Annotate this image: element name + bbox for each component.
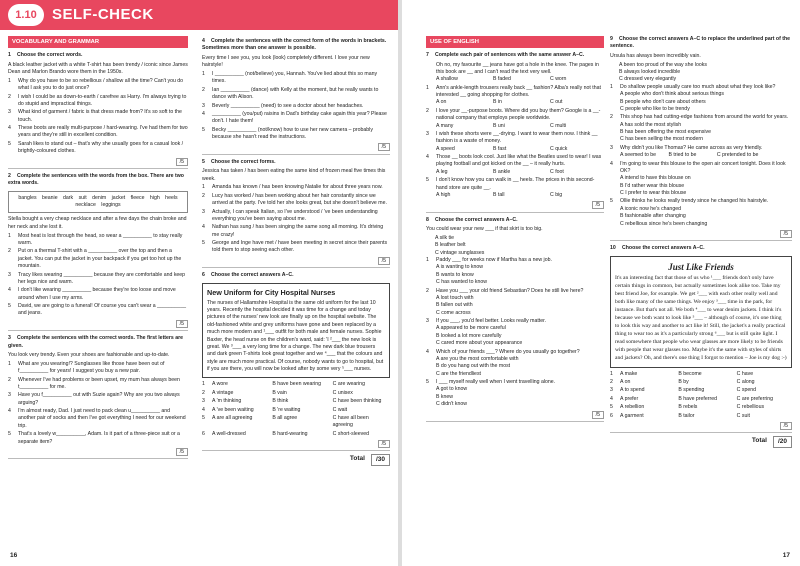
example-sentence: You could wear your new ___ if that skirt is too big. [426, 226, 543, 233]
right-page [402, 0, 800, 566]
list-item: 5 David, we are going to a funeral! Of course you can't wear a __________ and jeans. [8, 303, 186, 317]
list-item: 5 I ___ myself really well when I went travelling alone. A got to know B knew C didn't know [426, 379, 556, 408]
list-item: 4 I'm almost ready, Dad. I just need to pack clean u__________ and another pair of socks and then I've got everything I need for our weekend trip. [8, 408, 186, 429]
page-number: 17 [782, 551, 790, 559]
list-item: 3 Beverly __________ (need) to see a doctor about her headaches. [202, 102, 364, 109]
list-item: 2 Ian __________ (dance) with Kelly at the moment, but he really wants to dance with Alison. [202, 86, 379, 101]
page-number: 16 [10, 551, 18, 559]
exercise-1 [8, 52, 188, 169]
score-box: /5 [8, 159, 188, 169]
left-column-2 [202, 34, 390, 534]
list-item: 2 I wish I could be as down-to-earth / carefree as Harry. I'm always trying to do stupid and impractical things. [8, 93, 187, 107]
list-item: 4 Those __ boots look cool. Just like what the Beatles used to wear! I was playing football and got kicked on the __ – it really hurts. A leg B ankle C foot [426, 154, 602, 175]
option-row: 5 A are all agreeing B all agree C have all been agreeing [202, 414, 369, 429]
list-item: 1 Amanda has known / has been knowing Natalie for about three years now. [202, 184, 383, 191]
list-item: 1 Do shallow people usually care too much about what they look like? A people who don't think about serious things B people who don't care about others C people who like to be trendy [610, 83, 776, 112]
exercise-2: 2 Complete the sentences with the words from the box. There are two extra words. bangles beanie dark suit denim jacket fleece high heels necklace leggings Stella bought a very cheap necklace and after a few days the chain broke and her neck and she lost it. 1 Most heat is lost through the head, so wear a __________ to stay really warm. 2 Put on a thermal T-shirt with a __________ over the top and then a jacket. You can put the jacket in your backpack if you get too hot up the mountain. 3 Tracy likes wearing __________ because they are comfortable and keep her legs nice and warm. 4 I don't like wearing __________ because they're too loose and move around when I use my arms. 5 David, we are going to a funeral! Of course you can't wear a __________ and jeans. /5 [8, 173, 188, 331]
option-row: 1 A make B become C have [610, 370, 754, 377]
exercise-7: 7 Complete each pair of sentences with the same answer A–C. Oh no, my favourite __ jeans have got a hole in the knee. The pages in this book are __ and I can't read the text very well. A shallow B faded C worn 1 Ann's ankle-length trousers really back __ fashion? Alba's really not that interested __ going shopping for clothes. A on B in C out 2 I love your __-purpose boots. Where did you buy them? Google is a __-national company that employs people worldwide. A many B uni C multi 3 I wish these shorts were __-drying. I want to wear them now. I think __ fashion is a waste of money. A speed B fast C quick 4 Those __ boots look cool. Just like what the Beatles used to wear! I was playing football and got kicked on the __ – it really hurts. A leg B ankle C foot 5 I don't know how you can walk in __ heels. The prices in this second-hand store are quite __. A high B tall C big /5 [426, 52, 604, 213]
list-item: 3 Why didn't you like Thomas? He came across as very friendly. A seemed to be B tried to be C pretended to be [610, 144, 763, 159]
example-sentence: Every time I see you, you look (look) completely different. I love your new hairstyle! [202, 54, 370, 69]
list-item: 1 Paddy ___ for weeks now if Martha has a new job. A is wanting to know B wants to know C has wanted to know [426, 257, 552, 286]
score-box: /5 [426, 202, 604, 212]
list-item: 4 Which of your friends ___? Where do you usually go together? A are you the most comfortable with B do you hang out with the most C are the friendliest [426, 348, 580, 377]
list-item: 4 __________ (you/put) raisins in Dad's birthday cake again this year? Please don't. I hate them! [202, 110, 387, 125]
list-item: Oh no, my favourite __ jeans have got a hole in the knee. The pages in this book are __ and I can't read the text very well. A shallow B faded C worn [436, 61, 599, 83]
option-row: 3 A 'm thinking B think C have been thinking [202, 398, 382, 405]
option-row: 6 A well-dressed B hard-wearing C short-sleeved [202, 430, 369, 437]
list-item: 1 What are you wearing!? Sunglasses like those have been out of f__________ for years! I suggest you buy a new pair. [8, 360, 165, 375]
list-item: 5 That's a lovely w__________, Adam. Is it part of a three-piece suit or a separate item? [8, 431, 180, 445]
exercise-3: 3 Complete the sentences with the correct words. The first letters are given. You look very trendy. Even your shoes are fashionable and up-to-date. 1 What are you wearing!? Sunglasses like those have been out of f__________ for years! I suggest you buy a new pair. 2 Whenever I've had problems or been upset, my mum has always been t__________ for me. 3 Have you f__________ out with Suzie again? Why are you two always arguing? 4 I'm almost ready, Dad. I just need to pack clean u__________ and another pair of socks and then I've got everything I need for our weekend trip. 5 That's a lovely w__________, Adam. Is it part of a three-piece suit or a separate item? /5 [8, 335, 188, 459]
list-item: 4 I'm going to wear this blouse to the open air concert tonight. Does it look OK? A intend to have this blouse on B I'd rather wear this blouse C I prefer to wear this blouse [610, 160, 786, 196]
article-text: The nurses of Hallamshire Hospital is the same old uniform for the last 10 years. Recently the hospital decided it was time for a change and today pictures of the nurses' new look are finally up on the hospital website. The old-fashioned white and grey uniforms have gone and been replaced by a much more modern and ¹___ outfit for both male and female nurses. Sophie Baxter, the head nurse on the children's ward, said: 'I ²___ the new look is great. We ³___ a very long time for a change. The new dark blue trousers and dark green T-shirts look great together and we ⁴___ that the colours and style are much more practical. Of course, nobody wants to go to hospital, but if you are there, you will now be looked after by some very ⁵___ nurses. [207, 299, 384, 373]
example-sentence: Stella bought a very cheap necklace and after a few days the chain broke and her neck and she lost it. [8, 216, 187, 230]
list-item: 1 Ann's ankle-length trousers really back __ fashion? Alba's really not that interested __ going shopping for clothes. A on B in C out [426, 84, 601, 106]
list-item: 3 I wish these shorts were __-drying. I want to wear them now. I think __ fashion is a waste of money. A speed B fast C quick [426, 130, 598, 152]
option-row: 3 A to spend B spending C spend [610, 387, 756, 394]
article-title: Just Like Friends [668, 261, 734, 272]
list-item: 3 Have you f__________ out with Suzie again? Why are you two always arguing? [8, 392, 180, 406]
list-item: 2 Put on a thermal T-shirt with a __________ over the top and then a jacket. You can put the jacket in your backpack if you get too hot up the mountain. [8, 248, 182, 270]
exercise-title: Choose the correct words. [17, 52, 83, 59]
example-options: A been too proud of the way she looks B always looked incredible C dressed very elegantly [619, 61, 707, 83]
exercise-5: 5 Choose the correct forms. Jessica has taken / has been eating the same kind of frozen meal five times this week. 1 Amanda has known / has been knowing Natalie for about three years now. 2 Lucy has worked / has been working about her hair constantly since we arrived at the party. I've told her she looks great, but she doesn't believe me. 3 Actually, I can speak Italian, so I've understood / 've been understanding everything you've been saying about me. 4 Nathan has sung / has been singing the same song all morning. It's driving me crazy! 5 George and Inge have met / have been meeting in secret since their parents told them to stop seeing each other. /5 [202, 159, 390, 268]
list-item: 5 Ollie thinks he looks really trendy since he changed his hairstyle. A iconic now he's changed B fashionable after changing C rebellious since he's been changing [610, 198, 769, 227]
list-item: 2 Lucy has worked / has been working about her hair constantly since we arrived at the party. I've told her she looks great, but she doesn't believe me. [202, 192, 387, 207]
list-item: 1 Why do you have to be so rebellious / shallow all the time? Can't you do what I ask you to do just once? [8, 77, 184, 92]
list-item: 2 Have you ___ your old friend Sebastian? Does he still live here? A lost touch with B fallen out with C come across [426, 287, 584, 316]
article-text: It's an interesting fact that those of us who ¹___ friends don't only have certain things in common, but actually sometimes look alike too. Take my best friend Joe, for example. We get ²___ with each other really well and both like many of the same things. We enjoy ³___ time in the park, for instance. But that's not all. We both ⁴___ to wear denim jackets. I think it's because we both want to look like ⁵___ – although of course, it's one thing to look this way and another to act like it! Still, the jacket's a really practical thing to wear too as it's a particularly strong ⁶___ but is still quite light. I read somewhere that people who wear glasses are more likely to be friends with people that wear glasses too. Maybe it's the same with styles of shirts and jackets? Oh, and there's one thing I forgot to mention – Joe is my dog :-) [615, 275, 787, 361]
example-sentence: A black leather jacket with a white T-shirt has been trendy / iconic since James Dean and Marlon Brando wore them in the 1950s. [8, 61, 188, 75]
option-row: 4 A 've been waiting B 're waiting C wait [202, 406, 348, 413]
exercise-4: 4 Complete the sentences with the correct form of the words in brackets. Sometimes more than one answer is possible. Every time I see you, you look (look) completely different. I love your new hairstyle! 1 I __________ (not/believe) you, Hannah. You've lied about this so many times. 2 Ian __________ (dance) with Kelly at the moment, but he really wants to dance with Alison. 3 Beverly __________ (need) to see a doctor about her headaches. 4 __________ (you/put) raisins in Dad's birthday cake again this year? Please don't. I hate them! 5 Becky __________ (not/know) how to use her new camera – probably because she hasn't read the instructions. /5 [202, 38, 390, 155]
right-column-1 [426, 36, 604, 536]
list-item: 5 Sarah likes to stand out – that's why she usually goes for a casual look / brightly-coloured clothes. [8, 140, 184, 155]
example-sentence: Jessica has taken / has been eating the same kind of frozen meal five times this week. [202, 168, 386, 182]
example-sentence: You look very trendy. Even your shoes are fashionable and up-to-date. [8, 351, 170, 358]
option-row: 6 A garment B tailor C suit [610, 412, 750, 419]
score-box: /5 [8, 449, 188, 459]
left-page [0, 0, 398, 566]
list-item: 2 Whenever I've had problems or been upset, my mum has always been t__________ for me. [8, 376, 180, 390]
list-item: 3 Tracy likes wearing __________ because they are comfortable and keep her legs nice and warm. [8, 271, 186, 285]
score-box: /5 [202, 441, 390, 451]
article-box [610, 256, 792, 368]
section-title: USE OF ENGLISH [426, 36, 604, 48]
list-item: 3 What kind of garment / fabric is that dress made from? It's so soft to the touch. [8, 109, 182, 123]
exercise-8: 8 Choose the correct answers A–C. You could wear your new ___ if that skirt is too big. A silk tie B leather belt C vintage sunglasses 1 Paddy ___ for weeks now if Martha has a new job. A is wanting to know B wants to know C has wanted to know 2 Have you ___ your old friend Sebastian? Does he still live here? A lost touch with B fallen out with C come across 3 If you ___, you'd feel better. Looks really matter. A appeared to be more careful B looked a lot more carefully C cared more about your appearance 4 Which of your friends ___? Where do you usually go together? A are you the most comfortable with B do you hang out with the most C are the friendliest 5 I ___ myself really well when I went travelling alone. A got to know B knew C didn't know /5 [426, 217, 604, 422]
list-item: 1 I __________ (not/believe) you, Hannah. You've lied about this so many times. [202, 71, 378, 85]
page-title: SELF-CHECK [52, 6, 154, 23]
left-column-1 [8, 36, 188, 536]
page-header [0, 0, 398, 30]
list-item: 2 I love your __-purpose boots. Where did you buy them? Google is a __-national company that employs people worldwide. A many B uni C multi [426, 107, 601, 129]
score-box: /5 [610, 231, 792, 241]
exercise-number: 1 [8, 52, 11, 59]
total-score: Total /30 [202, 454, 390, 465]
option-row: 2 A on B by C along [610, 379, 755, 386]
right-column-2 [610, 36, 792, 536]
list-item: 2 This shop has had cutting-edge fashions from around the world for years. A has sold the most stylish B has been offering the most expensive C has been selling the most modern [610, 114, 789, 143]
total-score: Total /20 [610, 436, 792, 447]
list-item: 3 If you ___, you'd feel better. Looks really matter. A appeared to be more careful B looked a lot more carefully C cared more about your appearance [426, 318, 546, 347]
list-item: 1 Most heat is lost through the head, so wear a __________ to stay really warm. [8, 232, 183, 247]
exercise-9: 9 Choose the correct answers A–C to replace the underlined part of the sentence. Ursula has always been incredibly vain. A been too proud of the way she looks B always looked incredible C dressed very elegantly 1 Do shallow people usually care too much about what they look like? A people who don't think about serious things B people who don't care about others C people who like to be trendy 2 This shop has had cutting-edge fashions from around the world for years. A has sold the most stylish B has been offering the most expensive C has been selling the most modern 3 Why didn't you like Thomas? He came across as very friendly. A seemed to be B tried to be C pretended to be 4 I'm going to wear this blouse to the open air concert tonight. Does it look OK? A intend to have this blouse on B I'd rather wear this blouse C I prefer to wear this blouse 5 Ollie thinks he looks really trendy since he changed his hairstyle. A iconic now he's changed B fashionable after changing C rebellious since he's been changing /5 [610, 36, 792, 241]
list-item: 4 These boots are really multi-purpose / hard-wearing. I've had them for two years and they're still in excellent condition. [8, 125, 188, 139]
list-item: 4 Nathan has sung / has been singing the same song all morning. It's driving me crazy! [202, 224, 384, 238]
unit-badge: 1.10 [8, 4, 44, 26]
option-row: 4 A prefer B have preferred C are preferring [610, 395, 773, 402]
article-box [202, 283, 390, 379]
score-box: /5 [202, 258, 390, 268]
score-box: /5 [610, 423, 792, 433]
example-options: A silk tie B leather belt C vintage sunglasses [435, 234, 485, 256]
list-item: 5 George and Inge have met / have been meeting in secret since their parents told them to stop seeing each other. [202, 240, 388, 254]
article-title: New Uniform for City Hospital Nurses [207, 287, 336, 297]
score-box: /5 [426, 412, 604, 422]
score-box: /5 [202, 144, 390, 154]
option-row: 2 A vintage B vain C unisex [202, 389, 353, 396]
list-item: 5 Becky __________ (not/know) how to use her new camera – probably because she hasn't read the instructions. [202, 126, 373, 140]
list-item: 4 I don't like wearing __________ because they're too loose and move around when I use my arms. [8, 287, 176, 301]
section-title: VOCABULARY AND GRAMMAR [8, 36, 188, 48]
score-box: /5 [8, 321, 188, 331]
option-row: 5 A rebellion B rebels C rebellious [610, 404, 765, 411]
example-sentence: Ursula has always been incredibly vain. [610, 52, 701, 59]
list-item: 3 Actually, I can speak Italian, so I've understood / 've been understanding everything you've been saying about me. [202, 208, 378, 222]
list-item: 5 I don't know how you can walk in __ heels. The prices in this second-hand store are quite __. A high B tall C big [426, 177, 595, 198]
word-box: bangles beanie dark suit denim jacket fleece high heels necklace leggings [8, 191, 188, 214]
option-row: 1 A wore B have been wearing C are wearing [202, 381, 365, 388]
exercise-6: 6 Choose the correct answers A–C. New Uniform for City Hospital Nurses The nurses of Hallamshire Hospital is the same old uniform for the last 10 years. Recently the hospital decided it was time for a change and today pictures of the nurses' new look are finally up on the hospital website. The old-fashioned white and grey uniforms have gone and been replaced by a much more modern and ¹___ outfit for both male and female nurses. Sophie Baxter, the head nurse on the children's ward, said: 'I ²___ the new look is great. We ³___ a very long time for a change. The new dark blue trousers and dark green T-shirts look great together and we ⁴___ that the colours and style are much more practical. Of course, nobody wants to go to hospital, but if you are there, you will now be looked after by some very ⁵___ nurses. 1 A wore B have been wearing C are wearing 2 A vintage B vain C unisex 3 A 'm thinking B think C have been thinking 4 A 've been waiting B 're waiting C wait 5 A are all agreeing B all agree C have all been agreeing 6 A well-dressed B hard-wearing C short-sleeved /5 Total /30 [202, 272, 390, 466]
exercise-10: 10 Choose the correct answers A–C. Just Like Friends It's an interesting fact that those of us who ¹___ friends don't only have certain things in common, but actually sometimes look alike too. Take my best friend Joe, for example. We get ²___ with each other really well and both like many of the same things. We enjoy ³___ time in the park, for instance. But that's not all. We both ⁴___ to wear denim jackets. I think it's because we both want to look like ⁵___ – although of course, it's one thing to look this way and another to act like it! Still, the jacket's a really practical thing to wear too as it's a particularly strong ⁶___ but is still quite light. I read somewhere that people who wear glasses are more likely to be friends with people that wear glasses too. Maybe it's the same with styles of shirts and jackets? Oh, and there's one thing I forgot to mention – Joe is my dog :-) 1 A make B become C have 2 A on B by C along 3 A to spend B spending C spend 4 A prefer B have preferred C are preferring 5 A rebellion B rebels C rebellious 6 A garment B tailor C suit /5 Total /20 [610, 245, 792, 447]
